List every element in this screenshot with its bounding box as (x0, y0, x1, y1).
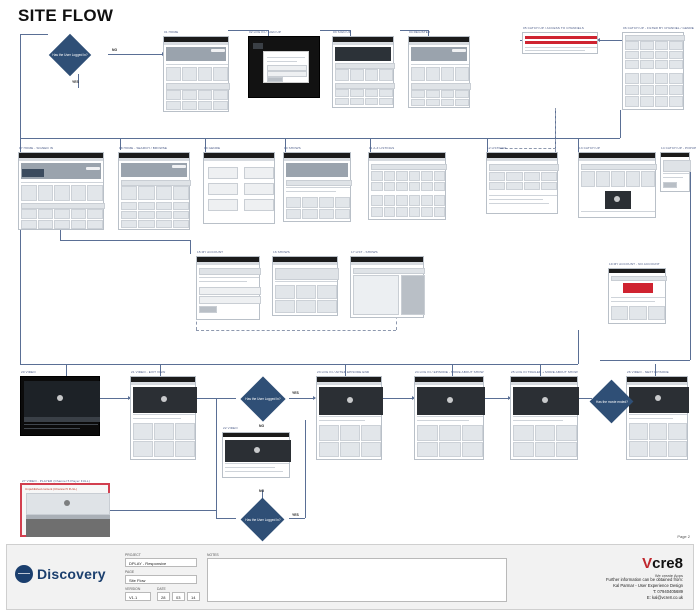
branch-label-yes: YES (72, 80, 79, 84)
screen-card[interactable] (408, 30, 470, 108)
screen-caption: 12 LISTINGS (487, 146, 507, 150)
screen-caption: 05 CATCH UP / ACCESS TO CHANNELS (523, 26, 584, 30)
screen-card[interactable] (608, 262, 666, 324)
connector (216, 398, 217, 518)
connector (289, 398, 315, 399)
connector-dashed (196, 330, 396, 331)
screen-card[interactable] (163, 30, 229, 112)
page-number: Page 2 (677, 534, 690, 539)
contact-line-2: Kal Parmar - User Experience Design (613, 583, 683, 589)
screen-caption: 20 VIDEO (21, 370, 36, 374)
connector (20, 138, 620, 139)
decision-label: Has the User Logged In? (245, 397, 281, 401)
connector (382, 398, 414, 399)
screen-caption: 08 HOME - SEARCH / BROWSE (119, 146, 168, 150)
screen-caption: 21 VIDEO - EXIT VIEW (131, 370, 166, 374)
screen-card[interactable] (350, 250, 424, 318)
branch-label-yes: YES (292, 513, 299, 517)
agency-name-primary: V (642, 555, 653, 572)
connector (60, 240, 190, 241)
screen-card[interactable] (196, 250, 260, 320)
screen-card[interactable] (368, 146, 446, 220)
connector-dashed (500, 148, 556, 149)
screen-caption: 15 MY ACCOUNT (197, 250, 224, 254)
connector (600, 360, 690, 361)
branch-label-no: NO (259, 489, 265, 493)
connector (690, 160, 691, 360)
screen-caption: 10 SHOWS (284, 146, 301, 150)
branch-label-no: NO (112, 48, 118, 52)
screen-card[interactable] (510, 370, 578, 460)
connector (20, 34, 48, 35)
screen-card[interactable] (332, 30, 394, 108)
project-field[interactable] (125, 558, 197, 567)
screen-caption: 24 LOG IN / EPISODE - MORE ABOUT SHOW (415, 370, 484, 374)
screen-caption: 14 CATCH UP - POPUP (661, 146, 697, 150)
screen-caption: 22 VIDEO (223, 426, 238, 430)
date-label: DATE (157, 587, 166, 591)
decision-node[interactable] (236, 376, 290, 422)
screen-caption: 19 MY ACCOUNT - NO ACCOUNT (609, 262, 660, 266)
screen-card[interactable] (248, 30, 320, 98)
connector (600, 40, 622, 41)
version-label: VERSION (125, 587, 141, 591)
screen-card[interactable] (660, 146, 697, 192)
connector (108, 54, 163, 55)
screen-caption: 11 A-Z LISTINGS (369, 146, 395, 150)
decision-node[interactable] (236, 498, 290, 542)
screen-card[interactable] (522, 26, 598, 54)
screen-caption: 01 HOME (164, 30, 179, 34)
agency-name-secondary: cre8 (652, 555, 683, 572)
screen-card[interactable] (578, 146, 656, 218)
screen-caption: 04 REGISTER (409, 30, 431, 34)
connector (578, 330, 579, 364)
screen-card[interactable] (316, 370, 382, 460)
date-year-field[interactable] (187, 592, 200, 601)
screen-caption: 16 SHOWS (273, 250, 290, 254)
screen-card[interactable] (20, 370, 100, 436)
connector (190, 240, 191, 254)
date-day: 28 (161, 595, 166, 600)
connector (484, 398, 510, 399)
screen-caption: 26 VIDEO - NEXT EPISODE (627, 370, 669, 374)
agency-logo (642, 555, 683, 578)
date-day-field[interactable] (157, 592, 170, 601)
notes-field[interactable] (207, 558, 507, 602)
screen-card[interactable] (222, 426, 290, 478)
screen-caption: 17 LIST - SHOWS (351, 250, 378, 254)
screen-card[interactable] (203, 146, 275, 224)
screen-card[interactable] (283, 146, 351, 222)
screen-card[interactable] (622, 26, 694, 110)
screen-card[interactable] (118, 146, 190, 230)
connector (216, 518, 236, 519)
screen-card-highlighted[interactable] (20, 479, 110, 537)
date-year: 14 (191, 595, 196, 600)
screen-card[interactable] (18, 146, 104, 230)
branch-label-no: NO (259, 424, 265, 428)
footer (6, 544, 694, 610)
screen-caption: 07 HOME - SIGNED IN (19, 146, 54, 150)
screen-caption: 02 LOG IN / SIGN UP (249, 30, 281, 34)
decision-label: Has the User Logged In? (245, 518, 281, 522)
version-value: V1.1 (129, 595, 138, 600)
screen-card[interactable] (486, 146, 558, 214)
connector (66, 364, 67, 376)
connector (22, 364, 578, 365)
highlight-note: Unpublished content (Channel 5 FULL) (25, 487, 78, 491)
date-month-field[interactable] (172, 592, 185, 601)
screen-caption: 06 CATCH UP - FILTER BY CHANNEL / GENRE (623, 26, 694, 30)
connector (620, 110, 621, 138)
decision-node[interactable] (48, 36, 92, 74)
date-month: 03 (176, 595, 181, 600)
screen-caption: 25 LOG IN TRAILER + MORE ABOUT SHOW (511, 370, 578, 374)
screen-card[interactable] (414, 370, 484, 460)
screen-card[interactable] (130, 370, 196, 460)
branch-label-yes: YES (292, 391, 299, 395)
screen-caption: 09 GENRE (204, 146, 221, 150)
screen-caption: 27 VIDEO - PLAYER (Channel 5 Player FULL) (22, 479, 90, 483)
contact-line-4: E: kal@vcre8.co.uk (646, 595, 683, 601)
connector (100, 398, 130, 399)
decision-label: Has the movie ended? (596, 400, 628, 404)
project-label: PROJECT (125, 553, 141, 557)
connector-dashed (555, 108, 556, 152)
decision-label: Has the User Logged In? (52, 53, 88, 57)
page-label: PAGE (125, 570, 135, 574)
globe-icon (15, 565, 33, 583)
project-value: DPLAY - Responsive (129, 561, 167, 566)
screen-card[interactable] (272, 250, 338, 316)
page-value: Site Flow (129, 578, 146, 583)
connector (305, 420, 306, 518)
discovery-logo (15, 565, 106, 583)
contact-line-1: Further information can be obtained from: (605, 577, 683, 582)
notes-label: NOTES (207, 553, 219, 557)
screen-caption: 03 SIGN UP (333, 30, 352, 34)
page-title: SITE FLOW (18, 6, 114, 25)
contact-block (606, 577, 683, 601)
decision-node[interactable] (586, 380, 638, 424)
screen-caption: 13 CATCH UP (579, 146, 600, 150)
agency-tagline: We create Apps (654, 573, 683, 578)
version-field[interactable] (125, 592, 151, 601)
page-field[interactable] (125, 575, 197, 584)
connector (110, 510, 216, 511)
brand-name: Discovery (37, 566, 106, 582)
screen-caption: 23 LOG IN / AFTER EPISODE END (317, 370, 370, 374)
contact-line-3: T: 07940405689 (652, 589, 683, 595)
connector (289, 518, 305, 519)
